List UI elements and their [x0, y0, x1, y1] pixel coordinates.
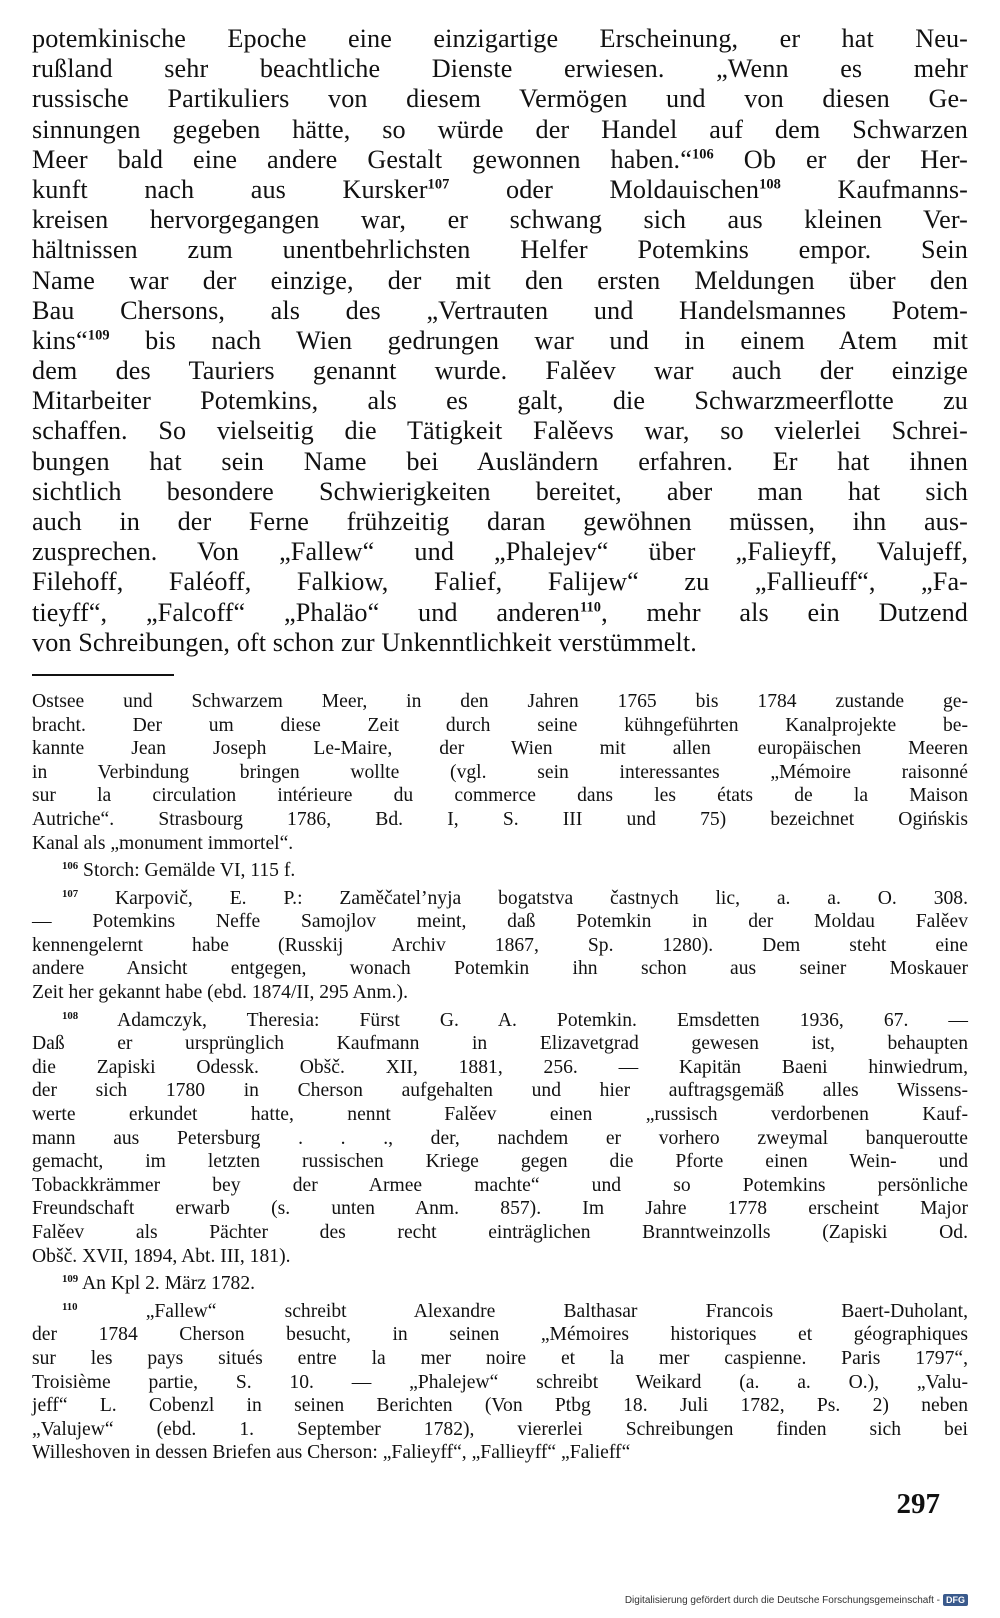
footnote-line: Ostsee und Schwarzem Meer, in den Jahren 1765 bis 1784 zustande ge- — [32, 690, 968, 712]
footnote-line: Kanal als „monument immortel“. — [32, 832, 294, 854]
text-line: Filehoff, Faléoff, Falkiow, Falief, Falijew“ zu „Fallieuff“, „Fa- — [32, 567, 968, 597]
footnote-ref: 108 — [62, 1009, 79, 1022]
footnote-line: werte erkundet hatte, nennt Falěev einen „russisch verdorbenen Kauf- — [32, 1104, 968, 1126]
footnote — [32, 690, 968, 855]
footnote-separator — [32, 674, 174, 676]
footnote-ref: 108 — [759, 176, 781, 193]
footnote-line: $^{110}$ „Fallew“ schreibt Alexandre Balthasar Francois Baert-Duholant, — [62, 1300, 968, 1322]
footer-text: Digitalisierung gefördert durch die Deutsche Forschungsgemeinschaft - — [624, 1594, 940, 1606]
footnotes — [32, 690, 968, 1465]
text-line: Meer bald eine andere Gestalt gewonnen haben.“$^{106}$ Ob er der Her- — [32, 144, 968, 174]
footnote-line: $^{109}$ An Kpl 2. März 1782. — [62, 1273, 256, 1295]
footnote — [32, 1272, 968, 1296]
footnote-line: — Potemkins Neffe Samojlov meint, daß Potemkin in der Moldau Falěev — [32, 911, 968, 933]
text-line: zusprechen. Von „Fallew“ und „Phalejev“ über „Falieyff, Valujeff, — [32, 537, 968, 567]
footnote-ref: 110 — [62, 1300, 78, 1313]
footnote-ref: 106 — [62, 860, 79, 873]
footnote-line: jeff“ L. Cobenzl in seinen Berichten (Von Ptbg 18. Juli 1782, Ps. 2) neben — [32, 1395, 968, 1417]
footnote-ref: 107 — [427, 176, 450, 193]
document-page — [32, 24, 968, 1465]
footnote-ref: 106 — [691, 146, 714, 163]
text-line: kunft nach aus Kursker$^{107}$ oder Moldauischen$^{108}$ Kaufmanns- — [32, 174, 968, 204]
footnote-line: Daß er ursprünglich Kaufmann in Elizavetgrad gewesen ist, behaupten — [32, 1033, 968, 1055]
footnote-line: in Verbindung bringen wollte (vgl. sein interessantes „Mémoire raisonné — [32, 761, 968, 783]
footnote-ref: 109 — [87, 327, 110, 344]
footnote-line: die Zapiski Odessk. Obšč. XII, 1881, 256. — Kapitän Baeni hinwiedrum, — [32, 1056, 968, 1078]
text-line: kins“$^{109}$ bis nach Wien gedrungen war und in einem Atem mit — [32, 325, 968, 355]
text-line: schaffen. So vielseitig die Tätigkeit Falěevs war, so vielerlei Schrei- — [32, 416, 968, 446]
text-line: russische Partikuliers von diesem Vermögen und von diesen Ge- — [32, 84, 968, 114]
footnote — [32, 1009, 968, 1269]
footnote-line: bracht. Der um diese Zeit durch seine kühngeführten Kanalprojekte be- — [32, 714, 968, 736]
text-line: auch in der Ferne frühzeitig daran gewöhnen müssen, ihn aus- — [32, 507, 968, 536]
footnote-ref: 110 — [579, 599, 602, 616]
footnote — [32, 859, 968, 883]
text-line: kreisen hervorgegangen war, er schwang sich aus kleinen Ver- — [32, 205, 968, 235]
digitization-footer — [625, 1594, 968, 1606]
footnote-line: $^{108}$ Adamczyk, Theresia: Fürst G. A. Potemkin. Emsdetten 1936, 67. — — [62, 1009, 968, 1031]
footnote-line: Willeshoven in dessen Briefen aus Cherson: „Falieyff“, „Fallieyff“ „Falieff“ — [32, 1442, 631, 1464]
text-line: hältnissen zum unentbehrlichsten Helfer Potemkins empor. Sein — [32, 235, 968, 265]
footnote-line: Tobackkrämmer bey der Armee machte“ und so Potemkins persönliche — [32, 1174, 968, 1196]
footnote — [32, 1300, 968, 1465]
footnote-line: andere Ansicht entgegen, wonach Potemkin ihn schon aus seiner Moskauer — [32, 958, 968, 980]
footnote-ref: 107 — [62, 887, 79, 900]
text-line: rußland sehr beachtliche Dienste erwiesen. „Wenn es mehr — [32, 54, 968, 84]
footnote-line: der sich 1780 in Cherson aufgehalten und hier auftragsgemäß alles Wissens- — [32, 1080, 968, 1102]
text-line: bungen hat sein Name bei Ausländern erfahren. Er hat ihnen — [32, 446, 968, 476]
footnote-line: Autriche“. Strasbourg 1786, Bd. I, S. III und 75) bezeichnet Ogińskis — [32, 808, 968, 830]
footnote-line: Troisième partie, S. 10. — „Phalejew“ schreibt Weikard (a. a. O.), „Valu- — [32, 1371, 968, 1393]
body-text — [32, 24, 968, 658]
footnote-line: $^{107}$ Karpovič, E. P.: Zaměčatel’nyja bogatstva častnych lic, a. a. O. 308. — [62, 887, 968, 909]
footnote-line: gemacht, im letzten russischen Kriege gegen die Pforte einen Wein- und — [32, 1151, 968, 1173]
footnote-line: Obšč. XVII, 1894, Abt. III, 181). — [32, 1245, 291, 1267]
footnote-line: „Valujew“ (ebd. 1. September 1782), viererlei Schreibungen finden sich bei — [32, 1418, 968, 1440]
footnote-line: Falěev als Pächter des recht einträglichen Branntweinzolls (Zapiski Od. — [32, 1222, 968, 1243]
text-line: potemkinische Epoche eine einzigartige Erscheinung, er hat Neu- — [32, 24, 968, 53]
footnote-line: kannte Jean Joseph Le-Maire, der Wien mit allen europäischen Meeren — [32, 738, 968, 760]
text-line: sichtlich besondere Schwierigkeiten bereitet, aber man hat sich — [32, 476, 968, 506]
footnote-ref: 109 — [62, 1273, 79, 1286]
text-line: sinnungen gegeben hätte, so würde der Handel auf dem Schwarzen — [32, 114, 968, 144]
footnote-line: $^{106}$ Storch: Gemälde VI, 115 f. — [62, 860, 296, 882]
footnote-line: sur la circulation intérieure du commerce dans les états de la Maison — [32, 785, 968, 807]
text-line: Name war der einzige, der mit den ersten Meldungen über den — [32, 265, 968, 295]
footnote-line: mann aus Petersburg . . ., der, nachdem er vorhero zweymal banqueroutte — [32, 1127, 968, 1149]
text-line: tieyff“, „Falcoff“ „Phaläo“ und anderen$^{110}$, mehr als ein Dutzend — [32, 597, 969, 627]
text-line: Bau Chersons, als des „Vertrauten und Handelsmannes Potem- — [32, 295, 968, 325]
text-line: Mitarbeiter Potemkins, als es galt, die Schwarzmeerflotte zu — [32, 386, 968, 416]
page-number: 297 — [896, 1488, 940, 1520]
footnote — [32, 887, 968, 1005]
footnote-line: der 1784 Cherson besucht, in seinen „Mémoires historiques et géographiques — [32, 1324, 968, 1346]
footnote-line: Freundschaft erwarb (s. unten Anm. 857). Im Jahre 1778 erscheint Major — [32, 1198, 968, 1220]
text-line: von Schreibungen, oft schon zur Unkenntlichkeit verstümmelt. — [32, 627, 697, 657]
footnote-line: sur les pays situés entre la mer noire et la mer caspienne. Paris 1797“, — [32, 1347, 968, 1369]
text-line: dem des Tauriers genannt wurde. Falěev war auch der einzige — [32, 356, 968, 386]
footnote-line: Zeit her gekannt habe (ebd. 1874/II, 295 Anm.). — [32, 982, 408, 1004]
footnote-line: kennengelernt habe (Russkij Archiv 1867, Sp. 1280). Dem steht eine — [32, 934, 968, 956]
dfg-logo: DFG — [943, 1594, 968, 1606]
